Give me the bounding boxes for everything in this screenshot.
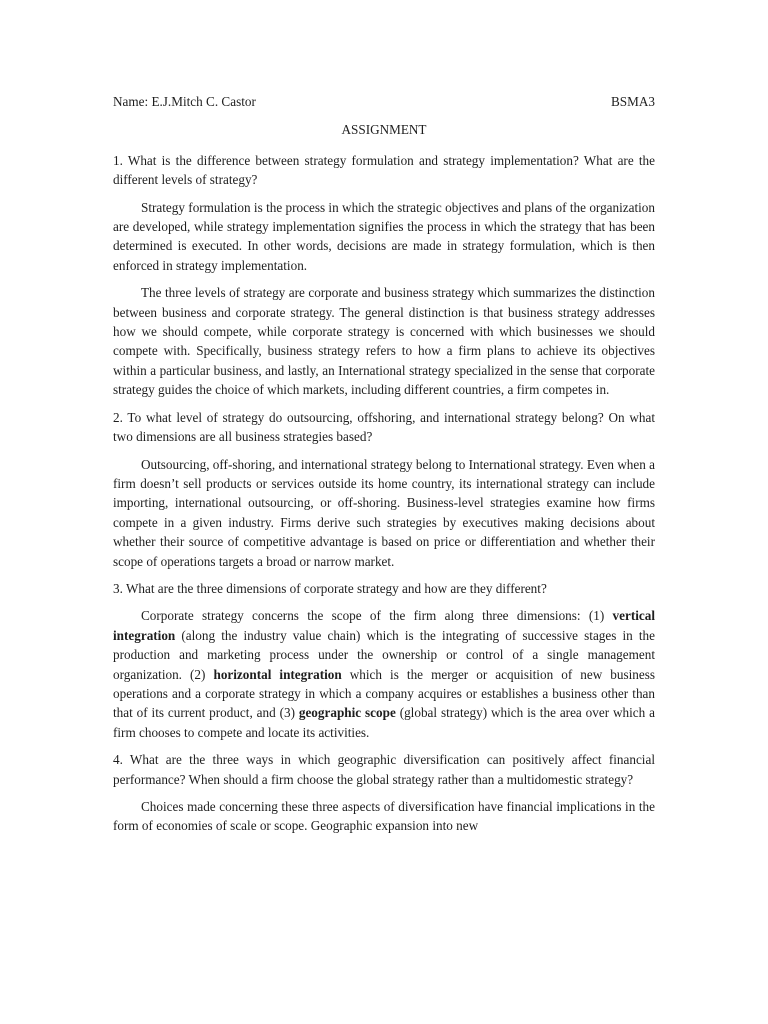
section-label: BSMA3 <box>611 94 655 109</box>
answer-1-paragraph-1: Strategy formulation is the process in which the strategic objectives and plans of the organization are developed, while strategy implementation signifies the process in which the strategy that has been determined is executed. In other words, decisions are made in strategy formulation, which is then enforced in strategy implementation. <box>113 199 655 273</box>
answer-3-text-2: (along the industry value chain) which is the integrating of successive stages in the production and marketing process under the ownership or control of a single management organization. (2) <box>113 627 655 682</box>
answer-3-text-1: Corporate strategy concerns the scope of the firm along three dimensions: (1) <box>141 608 613 624</box>
document-body <box>113 92 655 844</box>
answer-1-paragraph-2: The three levels of strategy are corporate and business strategy which summarizes the distinction between business and corporate strategy. The general distinction is that business strategy addresses how we should compete, while corporate strategy is concerned with which businesses we should compete with. Specifically, business strategy refers to how a firm plans to achieve its objectives within a particular business, and lastly, an International strategy specialized in the sense that corporate strategy guides the choice of which markets, including different countries, a firm competes in. <box>113 285 655 398</box>
term-geographic-scope: geographic scope <box>298 705 396 721</box>
document-title: ASSIGNMENT <box>341 122 427 138</box>
answer-2: Outsourcing, off-shoring, and international strategy belong to International strategy. Even when a firm doesn’t sell products or services outside its home country, its international strategy can include importing, international outsourcing, or off-shoring. Business-level strategies examine how firms compete in a given industry. Firms derive such strategies by executives making decisions about whether their source of competitive advantage is based on price or differentiation and whether their scope of operations targets a broad or narrow market. <box>113 456 655 569</box>
answer-4: Choices made concerning these three aspects of diversification have financial implications in the form of economies of scale or scope. Geographic expansion into new <box>113 799 655 834</box>
term-horizontal-integration: horizontal integration <box>213 666 342 682</box>
question-1: 1. What is the difference between strategy formulation and strategy implementation? What are the different levels of strategy? <box>113 152 655 188</box>
student-name: Name: E.J.Mitch C. Castor <box>113 94 256 109</box>
term-vertical-integration: vertical integration <box>113 608 655 643</box>
question-4: 4. What are the three ways in which geographic diversification can positively affect financial performance? When should a firm choose the global strategy rather than a multidomestic strategy? <box>113 752 655 787</box>
answer-3-text-4: (global strategy) which is the area over which a firm chooses to compete and locate its activities. <box>113 705 655 740</box>
answer-3 <box>113 606 655 742</box>
question-2: 2. To what level of strategy do outsourcing, offshoring, and international strategy belong? On what two dimensions are all business strategies based? <box>113 409 655 445</box>
answer-3-text-3: which is the merger or acquisition of new business operations and a corporate strategy in which a company acquires or establishes a business other than that of its current product, and (3) <box>113 666 655 721</box>
header-line <box>113 92 655 111</box>
question-3: 3. What are the three dimensions of corporate strategy and how are they different? <box>113 580 547 596</box>
